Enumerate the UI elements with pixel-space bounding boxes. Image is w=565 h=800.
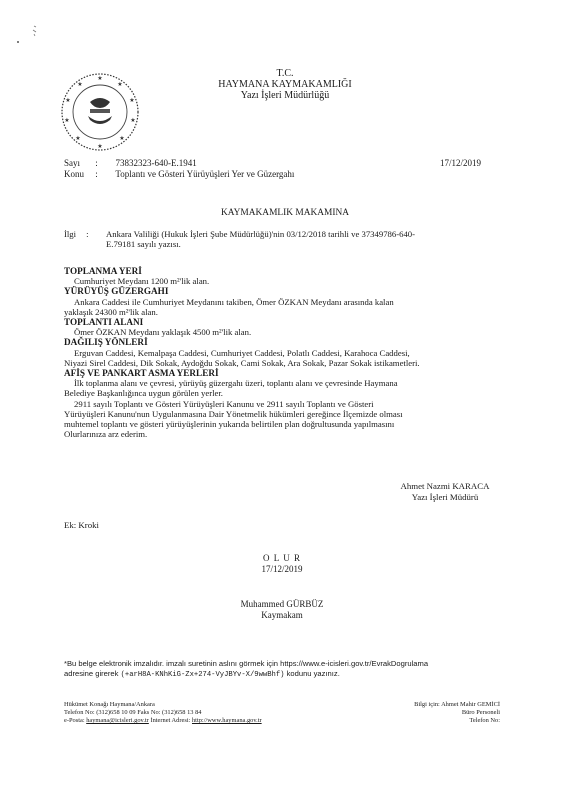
konu-row [64, 169, 294, 180]
afis-title: AFİŞ VE PANKART ASMA YERLERİ [64, 368, 219, 379]
yuruyus-line2: yaklaşık 24300 m²'lik alan. [64, 306, 158, 317]
afis-line2: Belediye Başkanlığınca uygun görülen yerler. [64, 388, 223, 399]
svg-text:★: ★ [97, 144, 103, 150]
footer-contact [64, 717, 364, 725]
body-line4: Olurlarınıza arz ederim. [64, 429, 148, 440]
footer-address: Hükümet Konağı Haymana/Ankara [64, 701, 155, 708]
dagilis-title: DAĞILIŞ YÖNLERİ [64, 337, 148, 348]
addressee: KAYMAKAMLIK MAKAMINA [220, 208, 350, 218]
header-kaymakamlik: HAYMANA KAYMAKAMLIĞI [218, 79, 352, 90]
footer-info-contact: Bilgi için: Ahmet Mahir GEMİCİ [414, 701, 500, 708]
ilgi-line2: E.79181 sayılı yazısı. [106, 239, 181, 250]
sayi-colon: : [95, 158, 98, 168]
svg-text:★: ★ [64, 118, 70, 124]
verification-post: kodunu yazınız. [286, 669, 340, 678]
approver-title: Kaymakam [261, 610, 303, 620]
footer-email-link[interactable]: haymana@icisleri.gov.tr [86, 717, 149, 724]
sayi-label: Sayı [64, 158, 81, 168]
olur-date: 17/12/2019 [261, 564, 303, 574]
svg-text:★: ★ [117, 82, 123, 88]
afis-line1: İlk toplanma alanı ve çevresi, yürüyüş güzergahı üzeri, toplantı alanı ve çevresinde Haymana [74, 378, 398, 389]
svg-text:★: ★ [130, 118, 136, 124]
svg-text:★: ★ [119, 136, 125, 142]
olur-label: O L U R [263, 553, 301, 563]
footer-info-role: Büro Personeli [461, 709, 500, 716]
konu-value: Toplantı ve Gösteri Yürüyüşleri Yer ve Güzergahı [115, 169, 295, 179]
ilgi-label: İlgi [64, 229, 77, 239]
footer-phone: Telefon No: (312)658 10 09 Faks No: (312)658 13 84 [64, 709, 202, 716]
ilgi-line1: Ankara Valiliği (Hukuk İşleri Şube Müdürlüğü)'nin 03/12/2018 tarihli ve 37349786-640- [106, 229, 416, 239]
svg-text:★: ★ [129, 98, 135, 104]
signer1-title: Yazı İşleri Müdürü [411, 492, 479, 502]
verification-line1: *Bu belge elektronik imzalıdır. imzalı suretinin aslını görmek için https://www.e-icisleri.gov.tr/EvrakDogrulama [64, 659, 429, 668]
scan-marks [12, 20, 42, 50]
toplanma-text: Cumhuriyet Meydanı 1200 m²'lik alan. [74, 276, 210, 287]
sayi-row [64, 158, 294, 169]
dagilis-line2: Niyazi Sirel Caddesi, Dik Sokak, Aydoğdu Sokak, Cami Sokak, Ara Sokak, Pazar Sokak istikametleri. [64, 357, 420, 368]
document-date: 17/12/2019 [440, 158, 482, 168]
body-line1: 2911 sayılı Toplantı ve Gösteri Yürüyüşleri Kanunu ve 2911 sayılı Toplantı ve Gösteri [74, 398, 374, 409]
alan-title: TOPLANTI ALANI [64, 317, 144, 328]
verification-code: (+arH8A-KNhKiG-Zx+274-VyJBYv-X/9wwBhf) [120, 671, 285, 679]
attachment-note: Ek: Kroki [64, 520, 99, 530]
toplanma-title: TOPLANMA YERİ [64, 266, 142, 276]
footer-email-label: e-Posta: [64, 717, 85, 724]
svg-text:★: ★ [65, 98, 71, 104]
header-tc: T.C. [276, 68, 294, 79]
konu-colon: : [95, 169, 98, 179]
yuruyus-line1: Ankara Caddesi ile Cumhuriyet Meydanını takiben, Ömer ÖZKAN Meydanı arasında kalan [74, 296, 394, 307]
turkish-emblem-seal [60, 72, 140, 152]
alan-text: Ömer ÖZKAN Meydanı yaklaşık 4500 m²'lik alan. [74, 327, 252, 338]
body-line2: Yürüyüşleri Kanunu'nun Uygulanmasına Dair Yönetmelik hükümleri gereğince İlçemizde olması [64, 408, 403, 419]
footer-web-link[interactable]: http://www.haymana.gov.tr [191, 717, 262, 724]
yuruyus-title: YÜRÜYÜŞ GÜZERGAHI [64, 286, 169, 297]
sayi-value: 73832323-640-E.1941 [115, 158, 197, 168]
ilgi-colon: : [86, 229, 89, 239]
body-line3: muhtemel toplantı ve gösteri yürüyüşlerinin yukarıda belirtilen plan doğrultusunda yapılmasını [64, 419, 395, 430]
header-mudurluk: Yazı İşleri Müdürlüğü [240, 90, 330, 101]
signer1-name: Ahmet Nazmi KARACA [400, 481, 490, 491]
footer-web-label: İnternet Adresi: [150, 717, 191, 724]
svg-text:★: ★ [75, 136, 81, 142]
konu-label: Konu [64, 169, 84, 179]
svg-text:★: ★ [97, 76, 103, 82]
svg-text:★: ★ [77, 82, 83, 88]
approver-name: Muhammed GÜRBÜZ [240, 599, 324, 609]
footer-info-phone: Telefon No: [469, 717, 500, 724]
verification-line2 [64, 669, 524, 680]
dagilis-line1: Erguvan Caddesi, Kemalpaşa Caddesi, Cumhuriyet Caddesi, Polatlı Caddesi, Karahoca Caddesi, [74, 347, 410, 358]
verification-pre: adresine girerek [64, 669, 119, 678]
